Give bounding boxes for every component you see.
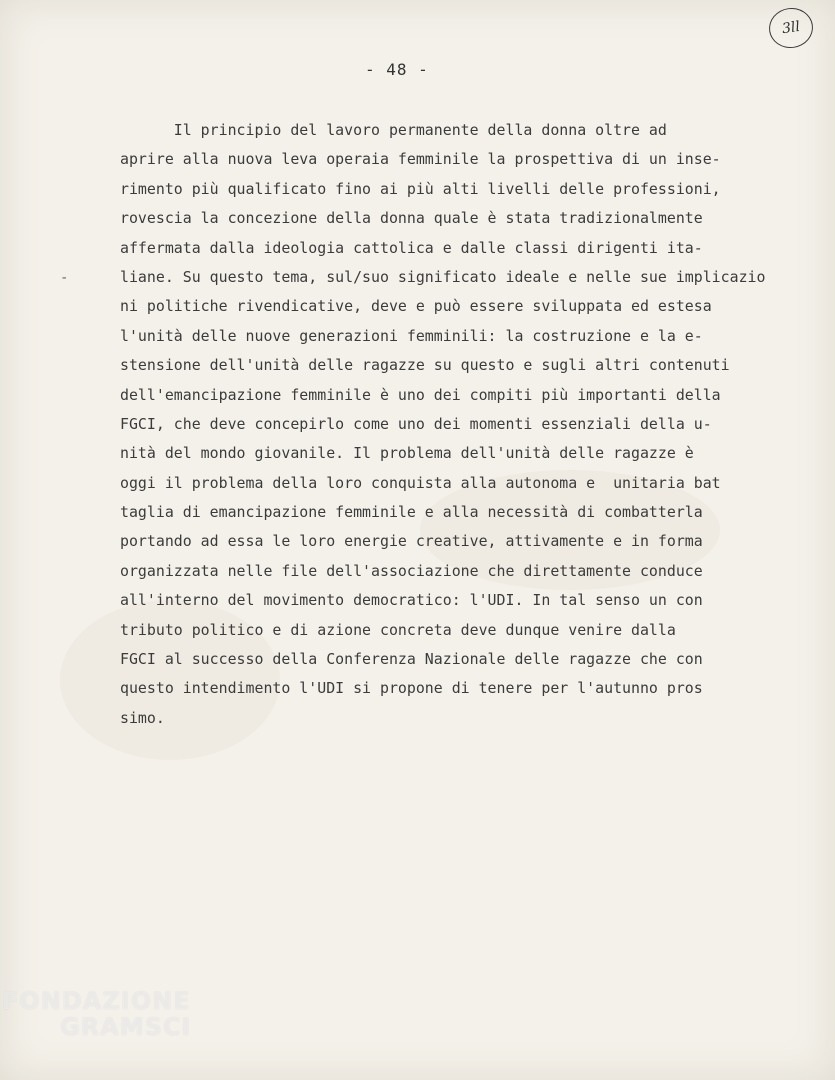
text-line: portando ad essa le loro energie creative, attivamente e in forma xyxy=(120,532,703,551)
text-line: FGCI al successo della Conferenza Nazionale delle ragazze che con xyxy=(120,650,703,669)
margin-mark: - xyxy=(60,270,69,286)
text-line: aprire alla nuova leva operaia femminile la prospettiva di un inse- xyxy=(120,150,721,169)
text-line: liane. Su questo tema, sul/suo significato ideale e nelle sue implicazio xyxy=(120,267,766,286)
text-line: organizzata nelle file dell'associazione che direttamente conduce xyxy=(120,561,703,580)
text-line: all'interno del movimento democratico: l'UDI. In tal senso un con xyxy=(120,591,703,610)
fondazione-gramsci-watermark xyxy=(2,988,202,1068)
text-line: rovescia la concezione della donna quale è stata tradizionalmente xyxy=(120,209,703,228)
text-line: questo intendimento l'UDI si propone di tenere per l'autunno pros xyxy=(120,679,703,698)
text-line: dell'emancipazione femminile è uno dei compiti più importanti della xyxy=(120,385,721,404)
text-line: tributo politico e di azione concreta deve dunque venire dalla xyxy=(120,620,676,639)
archive-stamp-number: 3ll xyxy=(781,18,801,38)
text-line: nità del mondo giovanile. Il problema dell'unità delle ragazze è xyxy=(120,444,694,463)
text-line: l'unità delle nuove generazioni femminili: la costruzione e la e- xyxy=(120,326,703,345)
text-line: rimento più qualificato fino ai più alti livelli delle professioni, xyxy=(120,179,721,198)
text-line: Il principio del lavoro permanente della donna oltre ad xyxy=(120,121,667,139)
page-number: - 48 - xyxy=(365,60,429,79)
text-line: ni politiche rivendicative, deve e può essere sviluppata ed estesa xyxy=(120,297,712,316)
text-line: FGCI, che deve concepirlo come uno dei momenti essenziali della u- xyxy=(120,414,712,433)
watermark-line: FONDAZIONE xyxy=(2,987,191,1015)
text-line: stensione dell'unità delle ragazze su questo e sugli altri contenuti xyxy=(120,356,730,375)
archive-stamp xyxy=(766,5,815,51)
watermark-line: GRAMSCI xyxy=(60,1013,192,1041)
text-line: simo. xyxy=(120,708,165,727)
typed-paragraph xyxy=(120,116,800,733)
text-line: affermata dalla ideologia cattolica e dalle classi dirigenti ita- xyxy=(120,238,703,257)
text-line: oggi il problema della loro conquista alla autonoma e unitaria bat xyxy=(120,473,721,492)
text-line: taglia di emancipazione femminile e alla necessità di combatterla xyxy=(120,503,703,522)
